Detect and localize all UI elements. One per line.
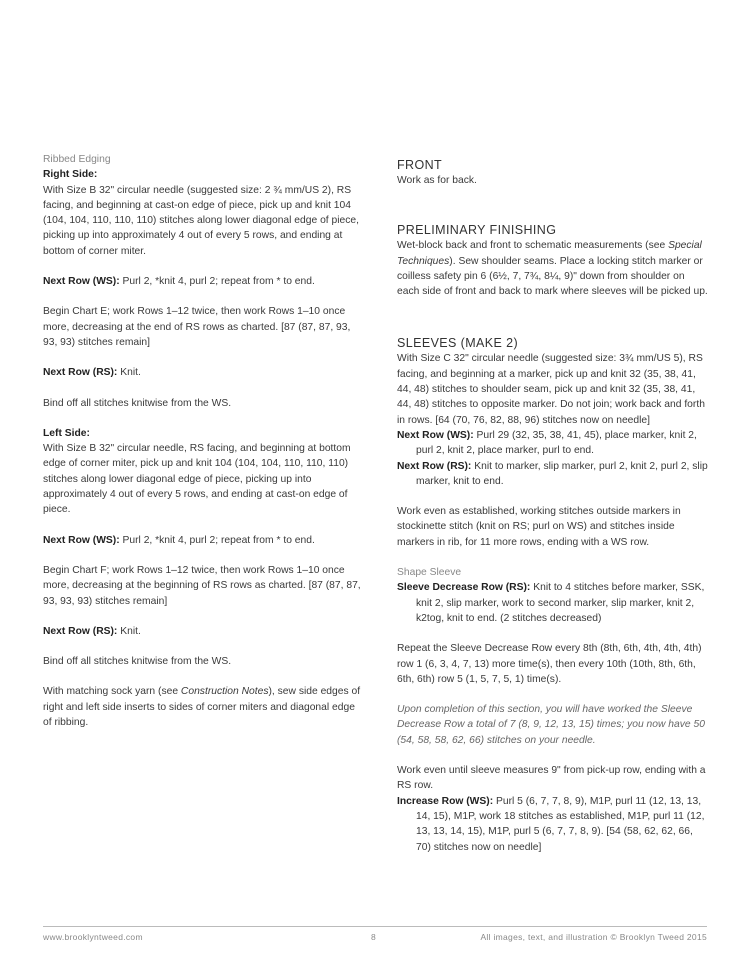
row-text: Purl 2, *knit 4, purl 2; repeat from * to end. xyxy=(119,276,315,288)
row-label: Sleeve Decrease Row (RS): xyxy=(397,582,531,594)
ws-row-paragraph xyxy=(43,274,361,289)
footer-url[interactable]: www.brooklyntweed.com xyxy=(43,932,143,942)
sew-text-a: With matching sock yarn (see xyxy=(43,686,181,698)
sleeve-rs-row xyxy=(397,459,709,490)
special-techniques-ref: Special Techniques xyxy=(397,240,702,267)
page-number: 8 xyxy=(371,932,377,942)
left-column xyxy=(43,152,361,730)
right-side-paragraph: With Size B 32" circular needle (suggested size: 2 ¾ mm/US 2), RS facing, and beginning at cast-on edge of piece, pick up and knit 104 (104, 104, 110, 110, 110) stitches along lower diagonal edge of piece, picking up into approximately 4 out of every 5 rows, and ending at bottom of corner miter. xyxy=(43,184,359,257)
work-even-paragraph-2: Work even until sleeve measures 9" from pick-up row, ending with a RS row. xyxy=(397,765,706,792)
row-text: Knit. xyxy=(117,367,141,379)
rs-row-paragraph xyxy=(43,365,361,380)
row-label: Next Row (RS): xyxy=(397,460,472,472)
footer-divider xyxy=(43,926,707,927)
prelim-text-b: ). Sew shoulder seams. Place a locking stitch marker or coilless safety pin 6 (6½, 7, 7¾, 8¼, 9)" down from shoulder on each side of front and back to mark where sleeves will be picked up. xyxy=(397,255,708,298)
increase-row xyxy=(397,794,709,855)
front-heading: FRONT xyxy=(397,158,443,172)
repeat-paragraph: Repeat the Sleeve Decrease Row every 8th (8th, 6th, 4th, 4th, 4th) row 1 (6, 3, 4, 7, 13) more time(s), then every 10th (10th, 8th, 6th, 6th, 6th) row 5 (1, 5, 7, 5, 1) time(s). xyxy=(397,643,702,685)
row-text: Purl 29 (32, 35, 38, 41, 45), place marker, knit 2, purl 2, knit 2, place marker, purl to end. xyxy=(416,429,697,457)
bind-off-paragraph-2: Bind off all stitches knitwise from the WS. xyxy=(43,656,232,668)
row-text: Purl 2, *knit 4, purl 2; repeat from * to end. xyxy=(119,534,315,546)
row-text: Knit to 4 stitches before marker, SSK, knit 2, slip marker, work to second marker, slip marker, knit 2, k2tog, knit to end. (2 stitches decreased) xyxy=(416,582,705,624)
sew-paragraph xyxy=(43,684,361,730)
row-label: Next Row (RS): xyxy=(43,367,118,379)
row-label: Next Row (WS): xyxy=(43,534,120,546)
sew-text-b: ), sew side edges of right and left side inserts to sides of corner miters and diagonal edge of ribbing. xyxy=(43,686,361,729)
right-side-label: Right Side: xyxy=(43,169,98,181)
sleeve-ws-row xyxy=(397,428,709,459)
row-label: Next Row (WS): xyxy=(397,429,474,441)
ribbed-edging-heading: Ribbed Edging xyxy=(43,154,111,165)
work-even-paragraph: Work even as established, working stitches outside markers in stockinette stitch (knit on RS; purl on WS) and stitches inside markers in rib, for 11 more rows, ending with a WS row. xyxy=(397,506,681,548)
rs-row-paragraph-2 xyxy=(43,624,361,639)
row-label: Increase Row (WS): xyxy=(397,795,494,807)
row-label: Next Row (RS): xyxy=(43,625,118,637)
front-text: Work as for back. xyxy=(397,175,477,186)
sleeve-decrease-row xyxy=(397,580,709,626)
ws-row-paragraph-2 xyxy=(43,533,361,548)
sleeves-paragraph: With Size C 32" circular needle (suggested size: 3¾ mm/US 5), RS facing, and beginning at a marker, pick up and knit 32 (35, 38, 41, 44, 48) stitches to shoulder seam, pick up and knit 32 (35, 38, 41, 44, 48) stitches to opposite marker. Do not join; work back and forth in rows. [64 (70, 76, 82, 88, 96) stitches now on needle] xyxy=(397,353,705,426)
prelim-heading: PRELIMINARY FINISHING xyxy=(397,223,557,238)
upon-completion-note: Upon completion of this section, you will have worked the Sleeve Decrease Row a total of 7 (8, 9, 12, 13, 15) times; you now have 50 (54, 58, 58, 62, 66) stitches on your needle. xyxy=(397,704,705,746)
row-text: Knit. xyxy=(117,625,141,637)
row-text: Purl 5 (6, 7, 7, 8, 9), M1P, purl 11 (12, 13, 13, 14, 15), M1P, work 18 stitches as established, M1P, purl 11 (12, 13, 13, 14, 15), M1P, purl 5 (6, 7, 7, 8, 9). [54 (58, 62, 62, 66, 70) stitches now on needle] xyxy=(416,795,705,853)
shape-sleeve-heading: Shape Sleeve xyxy=(397,567,462,579)
row-text: Knit to marker, slip marker, purl 2, knit 2, purl 2, slip marker, knit to end. xyxy=(416,460,708,487)
left-side-label: Left Side: xyxy=(43,427,90,439)
chart-f-paragraph: Begin Chart F; work Rows 1–12 twice, then work Rows 1–10 once more, decreasing at the beginning of RS rows as charted. [87 (87, 87, 93, 93, 93) stitches remain] xyxy=(43,564,361,607)
sleeves-heading: SLEEVES (MAKE 2) xyxy=(397,336,519,351)
chart-e-paragraph: Begin Chart E; work Rows 1–12 twice, then work Rows 1–10 once more, decreasing at the end of RS rows as charted. [87 (87, 87, 93, 93, 93) stitches remain] xyxy=(43,306,351,348)
prelim-paragraph xyxy=(397,238,709,299)
left-side-paragraph: With Size B 32" circular needle, RS facing, and beginning at bottom edge of corner miter, pick up and knit 104 (104, 104, 110, 110, 110) stitches along lower diagonal edge of piece, picking up into approximately 4 out of every 5 rows, and ending at cast-on edge of piece. xyxy=(43,443,351,516)
construction-notes-ref: Construction Notes xyxy=(180,686,269,698)
footer-copyright: All images, text, and illustration © Brooklyn Tweed 2015 xyxy=(480,932,707,942)
bind-off-paragraph: Bind off all stitches knitwise from the WS. xyxy=(43,397,232,409)
right-column xyxy=(397,157,709,855)
prelim-text-a: Wet-block back and front to schematic measurements (see xyxy=(397,240,669,252)
row-label: Next Row (WS): xyxy=(43,276,120,288)
